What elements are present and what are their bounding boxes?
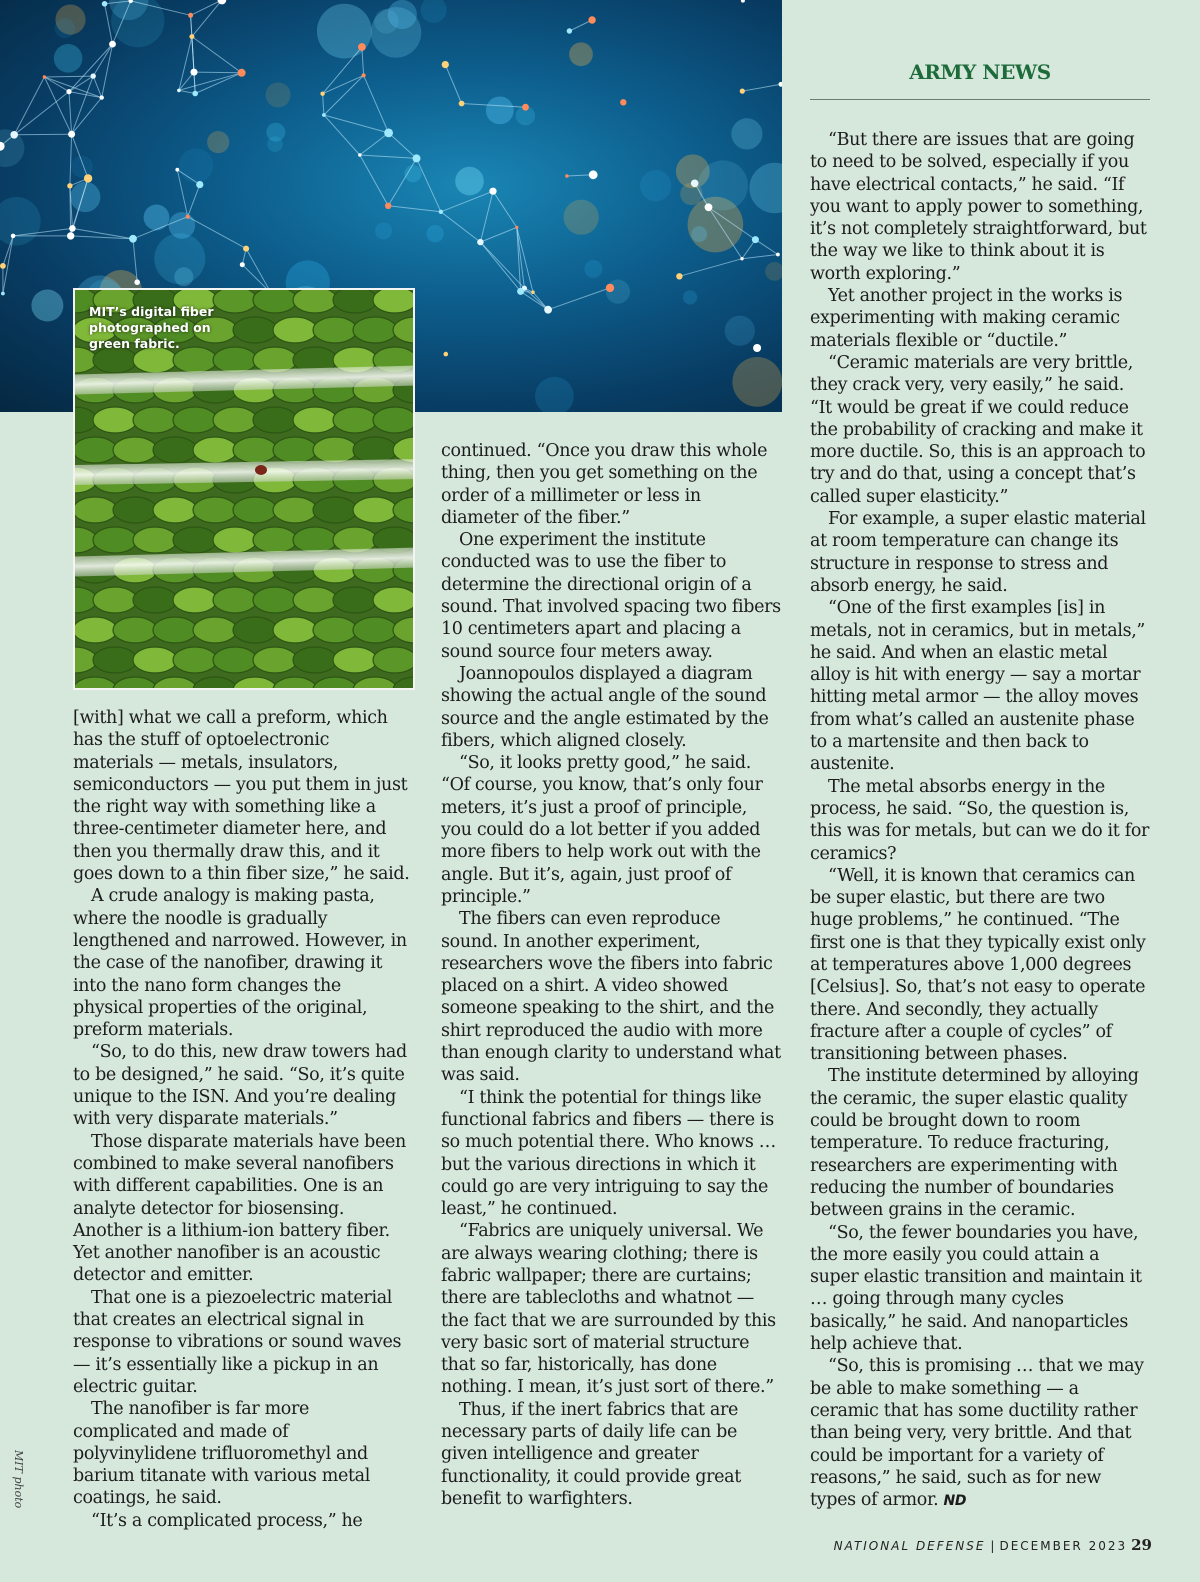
article-column-3 (810, 129, 1150, 1512)
paragraph: “I think the potential for things like functional fabrics and fibers — there is so much potential there. Who knows … but the various directions in which it could go are very intriguing to say the least,” he continued. (441, 1087, 776, 1220)
article-column-2 (441, 440, 781, 1510)
section-divider (810, 99, 1150, 100)
end-mark: ND (943, 1493, 967, 1510)
paragraph: For example, a super elastic material at room temperature can change its structure in response to stress and absorb energy, he said. (810, 509, 1146, 596)
paragraph: “So, to do this, new draw towers had to be designed,” he said. “So, it’s quite unique to the ISN. And you’re dealing with very disparate materials.” (73, 1042, 407, 1130)
paragraph: [with] what we call a preform, which has the stuff of optoelectronic materials — metals, insulators, semiconductors — you put them in just the right way with something like a three-centimeter diameter here, and then you thermally draw this, and it goes down to a thin fiber size,” he said. (73, 708, 410, 885)
paragraph: Joannopoulos displayed a diagram showing the actual angle of the sound source and the angle estimated by the fibers, which aligned closely. (441, 663, 769, 751)
paragraph: A crude analogy is making pasta, where the noodle is gradually lengthened and narrowed. However, in the case of the nanofiber, drawing it into the nano form changes the physical properties of the original, preform materials. (73, 886, 407, 1041)
inset-fiber-photo (73, 288, 415, 690)
paragraph: “It’s a complicated process,” he (91, 1510, 363, 1531)
paragraph: One experiment the institute conducted was to use the fiber to determine the directional origin of a sound. That involved spacing two fibers 10 centimeters apart and placing a sound source four meters away. (441, 530, 781, 662)
paragraph: Thus, if the inert fabrics that are necessary parts of daily life can be given intelligence and greater functionality, it could provide great benefit to warfighters. (441, 1399, 741, 1509)
paragraph: That one is a piezoelectric material that creates an electrical signal in response to vibrations or sound waves — it’s essentially like a pickup in an electric guitar. (73, 1287, 402, 1397)
paragraph: The fibers can even reproduce sound. In another experiment, researchers wove the fibers into fabric placed on a shirt. A video showed someone speaking to the shirt, and the shirt reproduced the audio with more than enough clarity to understand what was said. (441, 909, 781, 1086)
page-footer (834, 1536, 1152, 1554)
photo-credit: MIT photo (12, 1450, 25, 1509)
paragraph (810, 1355, 1150, 1512)
page-number: 29 (1131, 1536, 1152, 1554)
paragraph: “Well, it is known that ceramics can be super elastic, but there are two huge problems,” he continued. “The first one is that they typically exist only at temperatures above 1,000 degrees [Celsius]. So, that’s not easy to operate there. And secondly, they actually fracture after a couple of cycles” of transitioning between phases. (810, 865, 1146, 1065)
paragraph: “Ceramic materials are very brittle, they crack very, very easily,” he said. “It would be great if we could reduce the probability of cracking and make it more ductile. So, this is an approach to try and do that, using a concept that’s called super elasticity.” (810, 352, 1146, 507)
paragraph: “So, it looks pretty good,” he said. “Of course, you know, that’s only four meters, it’s just a proof of principle, you could do a lot better if you added more fibers to help work out with the angle. But it’s, again, just proof of principle.” (441, 753, 763, 907)
paragraph: “One of the first examples [is] in metals, not in ceramics, but in metals,” he said. And when an elastic metal alloy is hit with energy — say a mortar hitting metal armor — the alloy moves from what’s called an austenite phase to a martensite and then back to austenite. (810, 598, 1146, 775)
paragraph: Those disparate materials have been combined to make several nanofibers with different capabilities. One is an analyte detector for biosensing. Another is a lithium-ion battery fiber. Yet another nanofiber is an acoustic detector and emitter. (73, 1131, 406, 1286)
publication-name: NATIONAL DEFENSE (833, 1539, 986, 1553)
issue-date: DECEMBER 2023 (999, 1539, 1128, 1553)
paragraph: “Fabrics are uniquely universal. We are always wearing clothing; there is fabric wallpaper; there are curtains; there are tablecloths and whatnot — the fact that we are surrounded by this very basic sort of material structure that so far, historically, has done nothing. I mean, it’s just sort of there.” (441, 1221, 776, 1398)
paragraph-text: “So, this is promising … that we may be able to make something — a ceramic that has some ductility rather than being very, very brittle. And that could be important for a variety of reasons,” he said, such as for new types of armor. (810, 1356, 1144, 1511)
paragraph: continued. “Once you draw this whole thing, then you get something on the order of a millimeter or less in diameter of the fiber.” (441, 441, 768, 528)
section-label: ARMY NEWS (909, 60, 1051, 84)
footer-separator: | (990, 1539, 995, 1553)
photo-caption: MIT’s digital fiber photographed on green fabric. (89, 304, 214, 351)
paragraph: The metal absorbs energy in the process, he said. “So, the question is, this was for metals, but can we do it for ceramics? (810, 776, 1150, 864)
paragraph: Yet another project in the works is experimenting with making ceramic materials flexible or “ductile.” (810, 286, 1123, 351)
paragraph: The nanofiber is far more complicated and made of polyvinylidene trifluoromethyl and barium titanate with various metal coatings, he said. (73, 1399, 370, 1509)
article-column-1 (73, 707, 413, 1532)
paragraph: “But there are issues that are going to need to be solved, especially if you have electrical contacts,” he said. “If you want to apply power to something, it’s not completely straightforward, but the way we like to think about it is worth exploring.” (810, 130, 1147, 284)
paragraph: “So, the fewer boundaries you have, the more easily you could attain a super elastic transition and maintain it … going through many cycles basically,” he said. And nanoparticles help achieve that. (810, 1222, 1142, 1355)
paragraph: The institute determined by alloying the ceramic, the super elastic quality could be brought down to room temperature. To reduce fracturing, researchers are experimenting with reducing the number of boundaries between grains in the ceramic. (810, 1066, 1139, 1221)
